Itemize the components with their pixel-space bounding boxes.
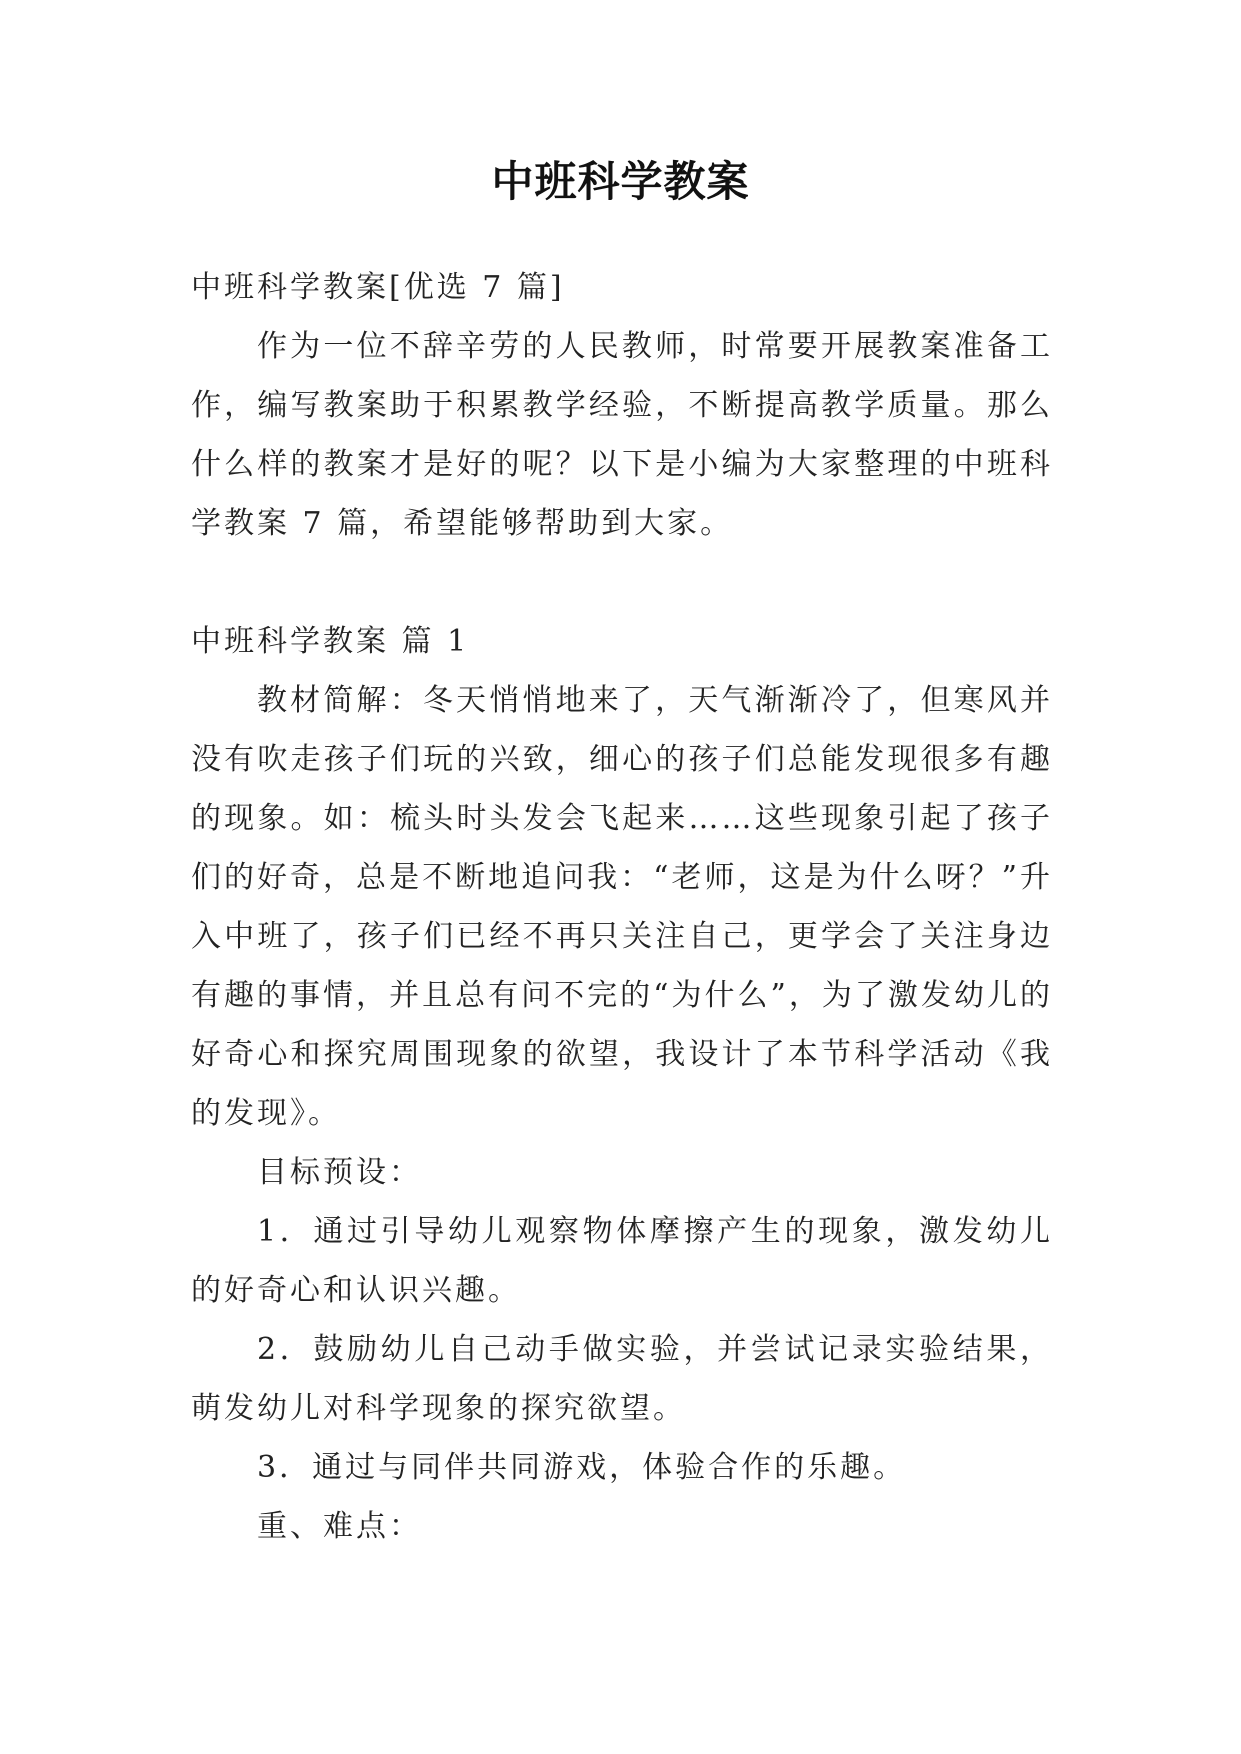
- intro-paragraph: 作为一位不辞辛劳的人民教师，时常要开展教案准备工作，编写教案助于积累教学经验，不断提高教学质量。那么什么样的教案才是好的呢？以下是小编为大家整理的中班科学教案 7 篇，希望能够帮助到大家。: [191, 329, 1053, 541]
- document-title: 中班科学教案: [491, 157, 750, 206]
- goals-label: 目标预设：: [257, 1155, 422, 1190]
- goal-item-1: 1．通过引导幼儿观察物体摩擦产生的现象，激发幼儿的好奇心和认识兴趣。: [191, 1214, 1053, 1308]
- goal-item-2: 2．鼓励幼儿自己动手做实验，并尝试记录实验结果，萌发幼儿对科学现象的探究欲望。: [191, 1332, 1053, 1426]
- paragraph-gap: [191, 553, 1053, 612]
- material-paragraph: 教材简解：冬天悄悄地来了，天气渐渐冷了，但寒风并没有吹走孩子们玩的兴致，细心的孩子们总能发现很多有趣的现象。如：梳头时头发会飞起来……这些现象引起了孩子们的好奇，总是不断地追问我：“老师，这是为什么呀？”升入中班了，孩子们已经不再只关注自己，更学会了关注身边有趣的事情，并且总有问不完的“为什么”，为了激发幼儿的好奇心和探究周围现象的欲望，我设计了本节科学活动《我的发现》。: [191, 683, 1053, 1131]
- key-points-label: 重、难点：: [257, 1509, 422, 1544]
- document-body: [191, 258, 1053, 1556]
- document-subtitle: 中班科学教案[优选 7 篇]: [191, 270, 565, 305]
- section-heading: 中班科学教案 篇 1: [191, 624, 470, 659]
- goal-item-3: 3．通过与同伴共同游戏，体验合作的乐趣。: [257, 1450, 907, 1485]
